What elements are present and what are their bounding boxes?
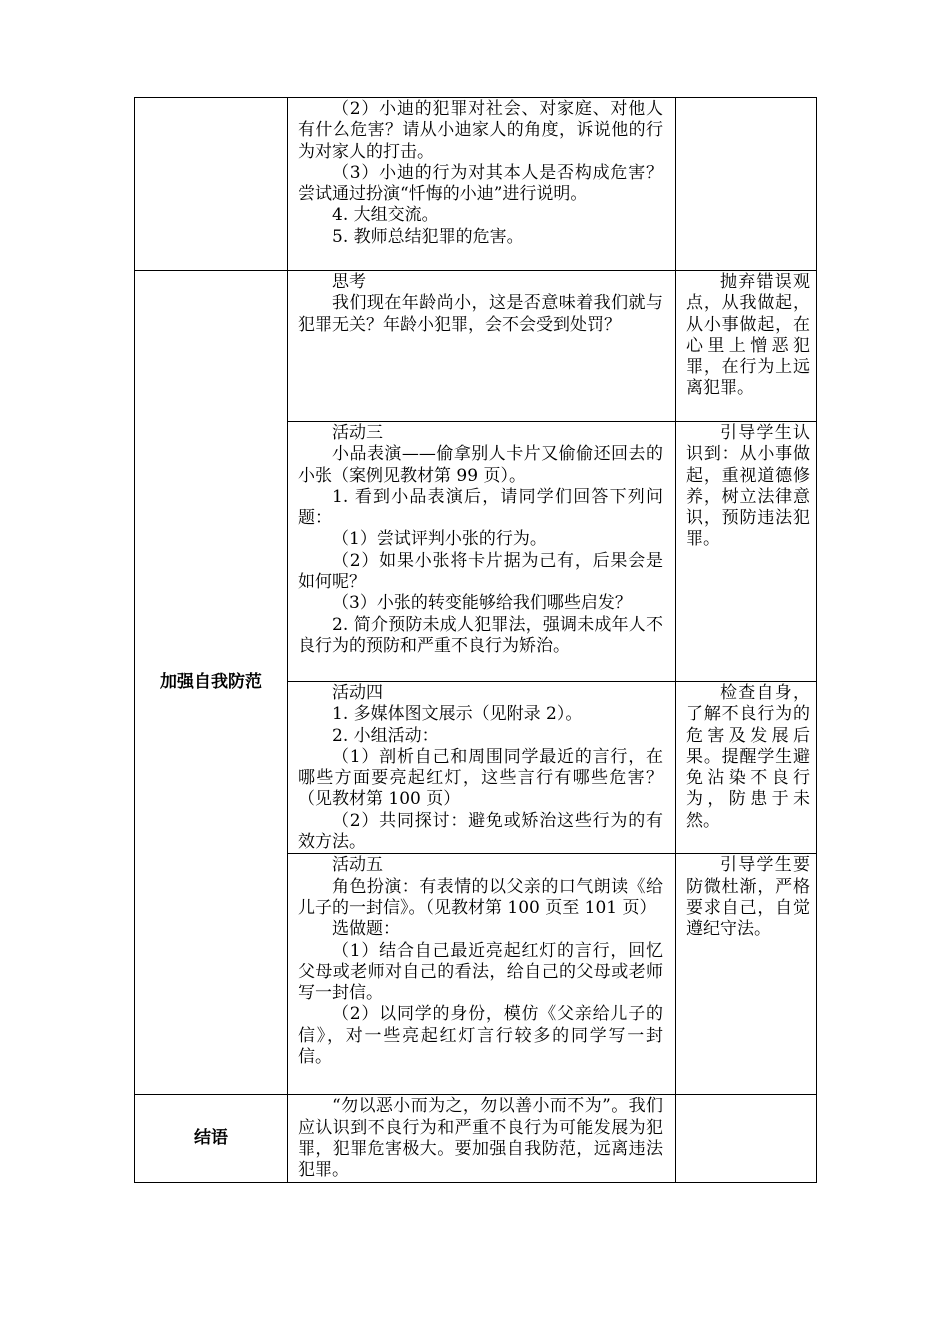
activity-paragraph: 1. 多媒体图文展示（见附录 2）。 (332, 704, 583, 725)
aim-cell (676, 854, 817, 1095)
table-row (135, 1095, 817, 1182)
activity-paragraph: （2）以同学的身份，模仿《父亲给儿子的信》，对一些亮起红灯言行较多的同学写一封信。 (298, 1004, 663, 1068)
activity-heading: 思考 (332, 272, 366, 292)
stage-cell (135, 98, 288, 271)
activity-paragraph: 小品表演——偷拿别人卡片又偷偷还回去的小张（案例见教材第 99 页）。 (298, 444, 663, 486)
aim-cell (676, 271, 817, 422)
lesson-plan-table (134, 97, 817, 1183)
stage-cell: 结语 (135, 1095, 288, 1182)
aim-cell (676, 422, 817, 682)
activity-paragraph: 5. 教师总结犯罪的危害。 (332, 226, 524, 247)
aim-text: 引导学生认识到：从小事做起，重视道德修养，树立法律意识，预防违法犯罪。 (686, 423, 810, 550)
activity-paragraph: 2. 简介预防未成人犯罪法，强调未成年人不良行为的预防和严重不良行为矫治。 (298, 614, 663, 656)
aim-text: 检查自身，了解不良行为的危害及发展后果。提醒学生避免沾染不良行为，防患于未然。 (686, 683, 810, 831)
table-row (135, 98, 817, 271)
aim-cell (676, 98, 817, 271)
aim-text: 引导学生要防微杜渐，严格要求自己，自觉遵纪守法。 (686, 855, 810, 940)
table-row (135, 271, 817, 422)
activity-cell (288, 271, 676, 422)
activity-paragraph: 1. 看到小品表演后，请同学们回答下列问题： (298, 486, 663, 529)
activity-heading: 活动三 (332, 423, 383, 443)
activity-paragraph: 4. 大组交流。 (332, 205, 439, 226)
activity-paragraph: （2）小迪的犯罪对社会、对家庭、对他人有什么危害？请从小迪家人的角度，诉说他的行为对家人的打击。 (298, 99, 663, 162)
activity-paragraph: 我们现在年龄尚小，这是否意味着我们就与犯罪无关？年龄小犯罪，会不会受到处罚？ (298, 293, 663, 335)
activity-paragraph: （1）剖析自己和周围同学最近的言行，在哪些方面要亮起红灯，这些言行有哪些危害？（见教材第 100 页） (298, 746, 663, 810)
aim-cell (676, 1095, 817, 1182)
activity-heading: 活动五 (332, 855, 383, 876)
activity-paragraph: “勿以恶小而为之，勿以善小而不为”。我们应认识到不良行为和严重不良行为可能发展为犯罪，犯罪危害极大。要加强自我防范，远离违法犯罪。 (298, 1096, 663, 1181)
activity-cell (288, 682, 676, 854)
activity-paragraph: （1）尝试评判小张的行为。 (332, 529, 547, 550)
activity-cell (288, 422, 676, 682)
aim-text: 抛弃错误观点，从我做起，从小事做起，在心里上憎恶犯罪，在行为上远离犯罪。 (686, 272, 810, 399)
activity-paragraph: （2）共同探讨：避免或矫治这些行为的有效方法。 (298, 810, 663, 853)
activity-paragraph: 选做题： (332, 919, 400, 940)
activity-paragraph: 角色扮演：有表情的以父亲的口气朗读《给儿子的一封信》。（见教材第 100 页至 101 页） (298, 876, 663, 918)
activity-paragraph: （3）小迪的行为对其本人是否构成危害？尝试通过扮演“忏悔的小迪”进行说明。 (298, 162, 663, 205)
activity-cell (288, 1095, 676, 1182)
stage-cell: 加强自我防范 (135, 271, 288, 1095)
activity-paragraph: （3）小张的转变能够给我们哪些启发？ (332, 593, 632, 614)
activity-paragraph: 2. 小组活动： (332, 725, 439, 746)
activity-cell (288, 854, 676, 1095)
activity-paragraph: （2）如果小张将卡片据为己有，后果会是如何呢？ (298, 550, 663, 593)
activity-heading: 活动四 (332, 683, 383, 703)
activity-cell (288, 98, 676, 271)
aim-cell (676, 682, 817, 854)
activity-paragraph: （1）结合自己最近亮起红灯的言行，回忆父母或老师对自己的看法，给自己的父母或老师写一封信。 (298, 940, 663, 1004)
